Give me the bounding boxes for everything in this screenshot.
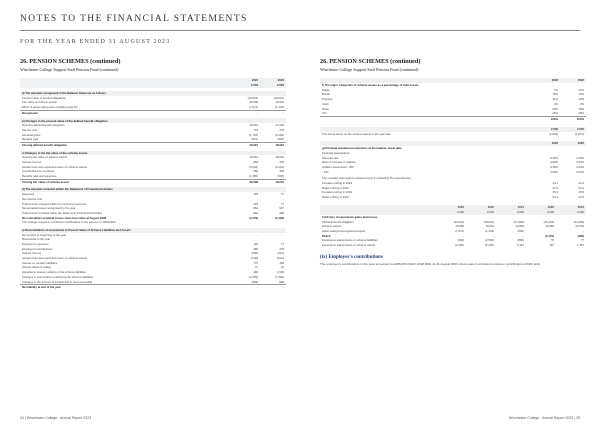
assumption-row-label: Discount rate bbox=[322, 155, 339, 160]
assumptions-heading: g) Principal actuarial assumptions at the balance sheet date bbox=[322, 146, 402, 151]
asset-categories-table bbox=[320, 78, 586, 122]
history-row-value-3: (806) bbox=[517, 228, 524, 233]
left-table-row-label: Employer's expenses bbox=[22, 242, 49, 247]
left-block-heading: b) Changes in the present value of the defined benefit obligation bbox=[20, 118, 286, 123]
left-year-2: 2022 bbox=[260, 78, 286, 83]
left-table-row-label: Net pension bbox=[20, 110, 234, 115]
left-table-row-value-1: 966 bbox=[253, 210, 258, 215]
left-table-row-value-2: 355 bbox=[279, 160, 284, 165]
category-row-label: Cash bbox=[322, 101, 329, 106]
history-row-label: Scheme assets bbox=[322, 224, 342, 229]
left-table-row-value-1: (2,283) bbox=[249, 274, 258, 279]
left-table-row-value-1: 129 bbox=[253, 201, 258, 206]
left-table-row-value-1: (589) bbox=[251, 279, 258, 284]
cat-year-1: 2023 bbox=[534, 78, 560, 83]
left-table-row-value-1: (848) bbox=[251, 251, 258, 256]
left-table-row-label: Movements in the year bbox=[22, 237, 51, 242]
left-table-row-value-1: 18,901 bbox=[249, 123, 258, 128]
category-row-value-1: 39% bbox=[552, 106, 558, 111]
history-row-label: Experience adjustments on scheme assets bbox=[322, 242, 376, 247]
history-row-value-1: (2,994) bbox=[455, 242, 464, 247]
cat-year-2: 2022 bbox=[560, 78, 586, 83]
contributions-text: The employer's contributions in the year amounted to £386,000 (2022: £318,000). At 31 August 2023, there were 2 unfunded pensioner contributions (2022: £nil). bbox=[320, 261, 541, 266]
left-table-row-label: Service cost bbox=[22, 127, 38, 132]
left-table-row-label: Opening defined benefit obligation bbox=[22, 123, 65, 128]
assumption-row-value-1: 3.90% bbox=[550, 160, 558, 165]
left-table-row-value-2: (2,023) bbox=[275, 164, 284, 169]
left-table-row-value-1: (19,524) bbox=[247, 95, 258, 100]
history-row-value-3: (27,000) bbox=[513, 219, 524, 224]
assumption-row-value-2: 3.03% bbox=[576, 169, 584, 174]
history-row bbox=[320, 243, 586, 248]
page-title: NOTES TO THE FINANCIAL STATEMENTS bbox=[20, 14, 248, 24]
left-table-row-value-1: 386 bbox=[253, 169, 258, 174]
left-table-row-value-1: 26,598 bbox=[249, 100, 258, 105]
history-row-value-5: 1,387 bbox=[577, 242, 584, 247]
category-row-value-2: 19% bbox=[578, 92, 584, 97]
assumption-row-label: Financial assumptions bbox=[322, 150, 350, 155]
left-table-row-label: Benefits paid bbox=[22, 137, 39, 142]
left-table-row-value-1: (1,385) bbox=[249, 174, 258, 179]
left-table-row-value-1: 2,990 bbox=[251, 256, 258, 261]
mortality-row-label: Females retiring in 2043 bbox=[322, 190, 353, 195]
left-table-row-value-1: 19,644 bbox=[249, 155, 258, 160]
history-row-label: Deficit bbox=[322, 233, 331, 238]
category-row-value-1: 11% bbox=[552, 97, 558, 102]
page-subtitle: FOR THE YEAR ENDED 31 AUGUST 2023 bbox=[20, 38, 171, 45]
left-block-heading: a) The amounts recognised in the Balance Sheet are as follows bbox=[20, 91, 286, 96]
left-table-row-value-1: - bbox=[257, 232, 258, 237]
mortality-row-value-1: 25.4 bbox=[552, 190, 558, 195]
left-unit-1: £'000 bbox=[234, 83, 260, 88]
mortality-row-label: Males retiring in 2043 bbox=[322, 195, 349, 200]
left-table-row-value-2: 77 bbox=[280, 192, 284, 197]
actual-return-v1: (2,694) bbox=[549, 131, 558, 136]
category-row-label: Bonds bbox=[322, 92, 330, 97]
left-table-row-label: Changes in the amount of surplus that is not recoverable bbox=[22, 279, 93, 284]
assumption-row-value-2: 3.44% bbox=[576, 165, 584, 170]
left-table-row-label: Benefits paid and expenses bbox=[22, 174, 57, 179]
left-table-row-label: Closing fair value of scheme assets bbox=[20, 179, 234, 184]
left-table-row-value-1: 386 bbox=[253, 246, 258, 251]
left-table-row-value-1: 129 bbox=[253, 192, 258, 197]
left-table-row-value-2: 18,901 bbox=[260, 142, 286, 147]
left-table-row-value-1: 70 bbox=[254, 265, 258, 270]
category-row-value-2: 22% bbox=[578, 87, 584, 92]
history-row-value-1: (19,524) bbox=[453, 219, 464, 224]
assumption-row-value-1: 5.45% bbox=[550, 155, 558, 160]
history-unit: £'000 bbox=[496, 210, 526, 215]
left-table-row-label: Expenses bbox=[22, 192, 35, 197]
history-row-label: Asset ceiling/unrecognised surplus bbox=[322, 228, 366, 233]
right-section-subtitle: Winchester College Support Staff Pension Fund (continued) bbox=[320, 67, 419, 72]
right-column bbox=[320, 57, 586, 266]
history-row-value-1: 26,598 bbox=[455, 224, 464, 229]
left-table-row-label: Experience (losses) arising on the scheme liabilities bbox=[22, 270, 87, 275]
left-table-row bbox=[20, 285, 286, 290]
left-table-row-label: Closing defined benefit obligation bbox=[20, 142, 234, 147]
left-table-row-value-2: 808 bbox=[279, 279, 284, 284]
category-row-label: Equity bbox=[322, 87, 330, 92]
left-table-row-value-2: - bbox=[283, 232, 284, 237]
assumption-row-label: Rate of increase in salaries bbox=[322, 160, 356, 165]
history-row-value-1: (490) bbox=[457, 238, 464, 243]
left-table-row-value-1: - bbox=[234, 285, 260, 290]
actual-return-table bbox=[320, 127, 586, 137]
mortality-intro: The mortality assumptions adopted imply the following life expectancies bbox=[322, 176, 411, 181]
history-year: 2019 bbox=[556, 205, 586, 210]
history-year: 2023 bbox=[436, 205, 466, 210]
history-row-value-3: (800) bbox=[517, 238, 524, 243]
left-table-row-value-2: - bbox=[260, 285, 286, 290]
category-row-label: Property bbox=[322, 97, 333, 102]
left-table-row-label: Effect of asset ceiling (see condition) and SC bbox=[22, 105, 78, 110]
history-row-value-2: (6,292) bbox=[485, 242, 494, 247]
mortality-row-value-2: 23.5 bbox=[578, 195, 584, 200]
category-row-value-1: 25% bbox=[552, 111, 558, 116]
left-table-row-value-2: (9,400) bbox=[275, 132, 284, 137]
category-row-value-2: 3% bbox=[579, 101, 584, 106]
left-table-row-value-2: 8,222 bbox=[277, 256, 284, 261]
left-section-title: 26. PENSION SCHEMES (continued) bbox=[20, 58, 121, 65]
mortality-row-label: Females retiring in 2023 bbox=[322, 181, 353, 186]
category-row-label: Other bbox=[322, 106, 329, 111]
left-table-row-value-2: 27,000 bbox=[275, 123, 284, 128]
contributions-title: (ix) Employer's contributions bbox=[320, 254, 383, 260]
category-row-value-2: 10% bbox=[578, 97, 584, 102]
history-unit: £'000 bbox=[526, 210, 556, 215]
category-row-label: LDI bbox=[322, 111, 327, 116]
header-divider bbox=[20, 30, 580, 31]
left-table-row-value-1: (3,542) bbox=[249, 164, 258, 169]
left-table-row-value-2: 408 bbox=[279, 260, 284, 265]
left-table-row-value-1: 779 bbox=[253, 127, 258, 132]
ass-year-1: 2023 bbox=[534, 141, 560, 146]
history-row-value-5: (982) bbox=[577, 233, 584, 238]
actual-return-label: The actual return on the scheme assets in the year was bbox=[322, 131, 391, 136]
left-table-row-value-1: 19,524 bbox=[234, 142, 260, 147]
left-table-row-label: Net surplus at beginning of the year bbox=[22, 232, 67, 237]
categories-heading: f) The major categories of scheme assets as a percentage of total assets bbox=[322, 83, 419, 88]
left-table-row-value-2: (3,193) bbox=[275, 215, 284, 220]
left-table-row-label: Net cumulative actuarial losses since true value at August 2006 bbox=[22, 215, 107, 220]
left-table bbox=[20, 78, 286, 290]
left-table-row-value-1: 129 bbox=[253, 242, 258, 247]
left-table-row-value-1: 775 bbox=[253, 260, 258, 265]
category-row-value-2: 18% bbox=[578, 106, 584, 111]
category-total-row-value-2: 100% bbox=[560, 116, 586, 121]
left-table-row-label: Interest income bbox=[22, 251, 42, 256]
assumption-row-label: Inflation assumption - RPI bbox=[322, 165, 355, 170]
history-row-value-4: 187 bbox=[549, 242, 554, 247]
history-unit: £'000 bbox=[436, 210, 466, 215]
history-row-value-3: 3,467 bbox=[517, 242, 524, 247]
mortality-row-value-1: 23.1 bbox=[552, 195, 558, 200]
assumption-row-value-1: 2.90% bbox=[550, 169, 558, 174]
history-row-value-4: 20,984 bbox=[545, 224, 554, 229]
history-row-value-5: (24,339) bbox=[573, 219, 584, 224]
assumption-row-value-2: 4.15% bbox=[576, 155, 584, 160]
left-table-row-value-1: 848 bbox=[253, 160, 258, 165]
left-table-row-value-1: (7,074) bbox=[249, 105, 258, 110]
left-table-row-value-1: 26,598 bbox=[234, 179, 260, 184]
left-table-row-value-2: - bbox=[283, 196, 284, 201]
left-table-row-value-1: (597) bbox=[251, 137, 258, 142]
left-table-row-value-2: (413) bbox=[277, 251, 284, 256]
left-table-row-label: Contributions by employer bbox=[22, 169, 55, 174]
left-block-heading: d) The amounts included within the Statement of Financial Activities bbox=[20, 187, 286, 192]
left-table-row-value-2: (7,600) bbox=[275, 274, 284, 279]
left-block-heading: e) Reconciliation of movements in Present Value of Scheme Liabilities and Assets bbox=[20, 228, 286, 233]
history-table bbox=[320, 205, 586, 248]
left-table-row-label: Net liability at end of the year bbox=[20, 285, 234, 290]
category-row-value-1: 15% bbox=[552, 92, 558, 97]
left-table-row-value-1: (4,779) bbox=[249, 215, 258, 220]
left-table-row-label: Interest effect of ceiling bbox=[22, 265, 51, 270]
history-row-label: Experience adjustments on scheme liabilities bbox=[322, 238, 378, 243]
return-unit-2: £'000 bbox=[560, 127, 586, 132]
history-row-value-2: (18,901) bbox=[483, 219, 494, 224]
left-table-row-value-1: - bbox=[234, 110, 260, 115]
right-section-title: 26. PENSION SCHEMES (continued) bbox=[320, 58, 421, 65]
history-row-value-1: - bbox=[463, 233, 464, 238]
left-table-row-label: Employer's contributions bbox=[22, 246, 53, 251]
left-table-row-label: Total amount charged within net incoming resources bbox=[22, 201, 87, 206]
left-table-row-value-2: (1) bbox=[280, 265, 284, 270]
mortality-row-label: Males retiring in 2023 bbox=[322, 185, 349, 190]
left-year-1: 2023 bbox=[234, 78, 260, 83]
history-row-label: Defined benefit obligation bbox=[322, 219, 354, 224]
left-table-row-label: Interest income bbox=[22, 160, 42, 165]
left-table-row-value-2: - bbox=[260, 110, 286, 115]
history-heading: h) History of experience gains and losses bbox=[322, 214, 378, 219]
history-row-value-2: - bbox=[493, 233, 494, 238]
history-row-value-4: 70 bbox=[550, 238, 554, 243]
left-table-row-label: Present value of funded obligations bbox=[22, 95, 66, 100]
footer-right: Winchester College - Annual Report 2023 | 25 bbox=[508, 416, 580, 420]
left-table-row-value-1: 490 bbox=[253, 270, 258, 275]
history-row-value-4: - bbox=[553, 228, 554, 233]
left-table-row-label: The College expects to contribute contributions to the scheme in 2023/2024 bbox=[22, 220, 116, 225]
left-block-heading: c) Changes in the fair value of the scheme assets bbox=[20, 151, 286, 156]
left-table-row-label: Fair value of scheme assets bbox=[22, 100, 57, 105]
left-table-row-value-1: (1,794) bbox=[249, 132, 258, 137]
history-year: 2021 bbox=[496, 205, 526, 210]
history-row-value-5: 77 bbox=[580, 238, 584, 243]
category-row-value-2: 28% bbox=[578, 111, 584, 116]
history-row-value-1: (7,074) bbox=[455, 228, 464, 233]
history-unit: £'000 bbox=[556, 210, 586, 215]
left-table-row-value-2: 986 bbox=[279, 210, 284, 215]
left-table-row-label: Net interest cost bbox=[22, 196, 43, 201]
category-total-row-value-1: 100% bbox=[534, 116, 560, 121]
category-row-value-1: 7% bbox=[553, 87, 558, 92]
left-table-row-label: Opening fair value of scheme assets bbox=[22, 155, 68, 160]
left-table-row-label: Total amount included within the Statement of Financial Activities bbox=[22, 210, 103, 215]
left-table-row-label: Net actuarial losses recognised by the year bbox=[22, 206, 76, 211]
left-table-row-value-2: (822) bbox=[277, 137, 284, 142]
footer-left: 24 | Winchester College - Annual Report 2023 bbox=[20, 416, 92, 420]
left-table-row-label: Actual return less expected return on scheme assets bbox=[22, 256, 88, 261]
left-table-row-value-2: 19,644 bbox=[275, 100, 284, 105]
left-table-row-value-2: 937 bbox=[279, 206, 284, 211]
left-table-row-value-2: (1,133) bbox=[275, 105, 284, 110]
left-table-row-label: Actuarial gains bbox=[22, 132, 41, 137]
history-row-value-4: (3,175) bbox=[545, 233, 554, 238]
history-unit: £'000 bbox=[466, 210, 496, 215]
left-table-row-value-2: 77 bbox=[280, 201, 284, 206]
left-table-row-value-2: 1,590 bbox=[277, 270, 284, 275]
history-row-value-5: 20,030 bbox=[575, 224, 584, 229]
left-table-row-value-2: 19,844 bbox=[275, 155, 284, 160]
left-table-row-label: Changes in assumptions underlying the scheme liabilities bbox=[22, 274, 93, 279]
left-table-row-value-2: (18,901) bbox=[273, 95, 284, 100]
left-table-row-value-2: 77 bbox=[280, 242, 284, 247]
ass-year-2: 2022 bbox=[560, 141, 586, 146]
mortality-row-value-2: 24.4 bbox=[578, 181, 584, 186]
left-table-row-label: Interest on pension liabilities bbox=[22, 260, 58, 265]
left-section-subtitle: Winchester College Support Staff Pension Fund (continued) bbox=[20, 67, 119, 72]
mortality-row-value-1: 24.1 bbox=[552, 181, 558, 186]
assumption-row-label: - CPI bbox=[322, 169, 329, 174]
left-unit-2: £'000 bbox=[260, 83, 286, 88]
left-table-row-value-2: (508) bbox=[277, 174, 284, 179]
category-row-value-1: 3% bbox=[553, 101, 558, 106]
left-table-row-value-2: 318 bbox=[279, 169, 284, 174]
assumption-row-value-1: 3.18% bbox=[550, 165, 558, 170]
left-table-row-label: Actual return less expected return on scheme assets bbox=[22, 164, 88, 169]
left-table-row-value-2: 19,644 bbox=[260, 179, 286, 184]
mortality-row-value-2: 22.2 bbox=[578, 185, 584, 190]
left-table-row-value-1: 962 bbox=[253, 206, 258, 211]
history-row-value-3: 19,893 bbox=[515, 224, 524, 229]
return-unit-1: £'000 bbox=[534, 127, 560, 132]
history-row-value-3: - bbox=[523, 233, 524, 238]
history-year: 2020 bbox=[526, 205, 556, 210]
history-row-value-2: (1,133) bbox=[485, 228, 494, 233]
mortality-row-value-2: 25.9 bbox=[578, 190, 584, 195]
assumption-row-value-2: 3.90% bbox=[576, 160, 584, 165]
history-row-value-2: (2,590) bbox=[485, 238, 494, 243]
history-year: 2022 bbox=[466, 205, 496, 210]
left-column bbox=[20, 57, 286, 290]
history-row-value-5: - bbox=[583, 228, 584, 233]
actual-return-v2: (1,872) bbox=[575, 131, 584, 136]
assumptions-table bbox=[320, 141, 586, 200]
history-row-value-2: 19,644 bbox=[485, 224, 494, 229]
left-table-row-value-1: - bbox=[257, 196, 258, 201]
mortality-intro-row bbox=[320, 174, 586, 181]
left-table-row-value-2: 478 bbox=[279, 127, 284, 132]
left-table-row-value-2: 278 bbox=[279, 246, 284, 251]
mortality-row-value-1: 21.9 bbox=[552, 185, 558, 190]
history-row-value-4: (25,194) bbox=[543, 219, 554, 224]
